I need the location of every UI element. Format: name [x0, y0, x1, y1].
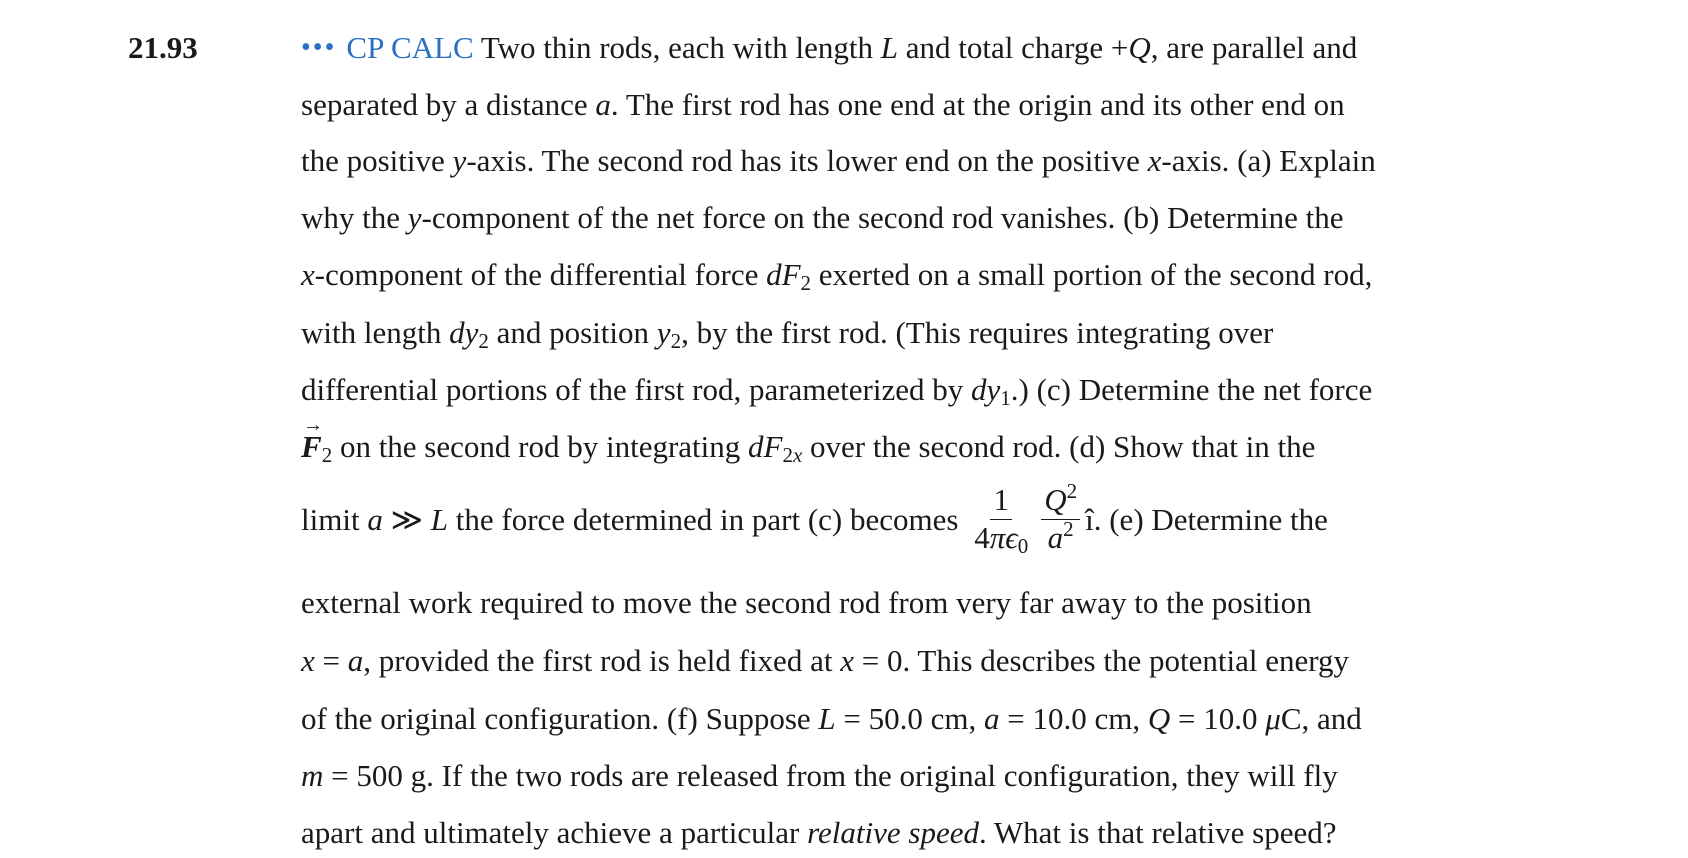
- problem-line-1: ••• CP CALC Two thin rods, each with length L and total charge +Q, are parallel and: [301, 30, 1358, 65]
- problem-line-6: with length $dy_2$ and position $y_2$, by the first rod. (This requires integrating over: [301, 315, 1274, 353]
- topic-tag: CP CALC: [346, 30, 474, 65]
- problem-line-11: x = a, provided the first rod is held fixed at x = 0. This describes the potential energy: [301, 643, 1349, 678]
- fraction-q-squared-over-a-squared: $\frac{Q^2}{a^2}$: [1041, 484, 1080, 554]
- problem-line-2: separated by a distance a. The first rod has one end at the origin and its other end on: [301, 87, 1345, 122]
- problem-line-8: → $F_2$ on the second rod by integrating $dF_{2x}$ over the second rod. (d) Show that in the: [301, 431, 1315, 462]
- problem-line-14: apart and ultimately achieve a particular relative speed. What is that relative speed?: [301, 815, 1337, 850]
- difficulty-dots: •••: [301, 32, 337, 63]
- problem-line-7: differential portions of the first rod, parameterized by $dy_1$.) (c) Determine the net force: [301, 372, 1373, 410]
- problem-line-12: of the original configuration. (f) Suppose L = 50.0 cm, a = 10.0 cm, Q = 10.0 μC, and: [301, 701, 1362, 736]
- problem-line-10: external work required to move the second rod from very far away to the position: [301, 585, 1312, 620]
- problem-line-5: x-component of the differential force $dF_2$ exerted on a small portion of the second rod,: [301, 257, 1373, 295]
- fraction-coulomb-constant: $\frac{1}{4\pi\epsilon_0}$: [974, 482, 1029, 558]
- problem-line-4: why the y-component of the net force on the second rod vanishes. (b) Determine the: [301, 200, 1344, 235]
- problem-line-13: m = 500 g. If the two rods are released from the original configuration, they will fly: [301, 758, 1338, 793]
- problem-number: 21.93: [128, 30, 198, 65]
- problem-line-3: the positive y-axis. The second rod has its lower end on the positive x-axis. (a) Explain: [301, 143, 1376, 178]
- problem-line-9: limit a ≫ L the force determined in part (c) becomes $\frac{1}{4\pi\epsilon_0}$ $\frac{Q^2}{a^2}$ î. (e) Determine the: [301, 479, 1328, 558]
